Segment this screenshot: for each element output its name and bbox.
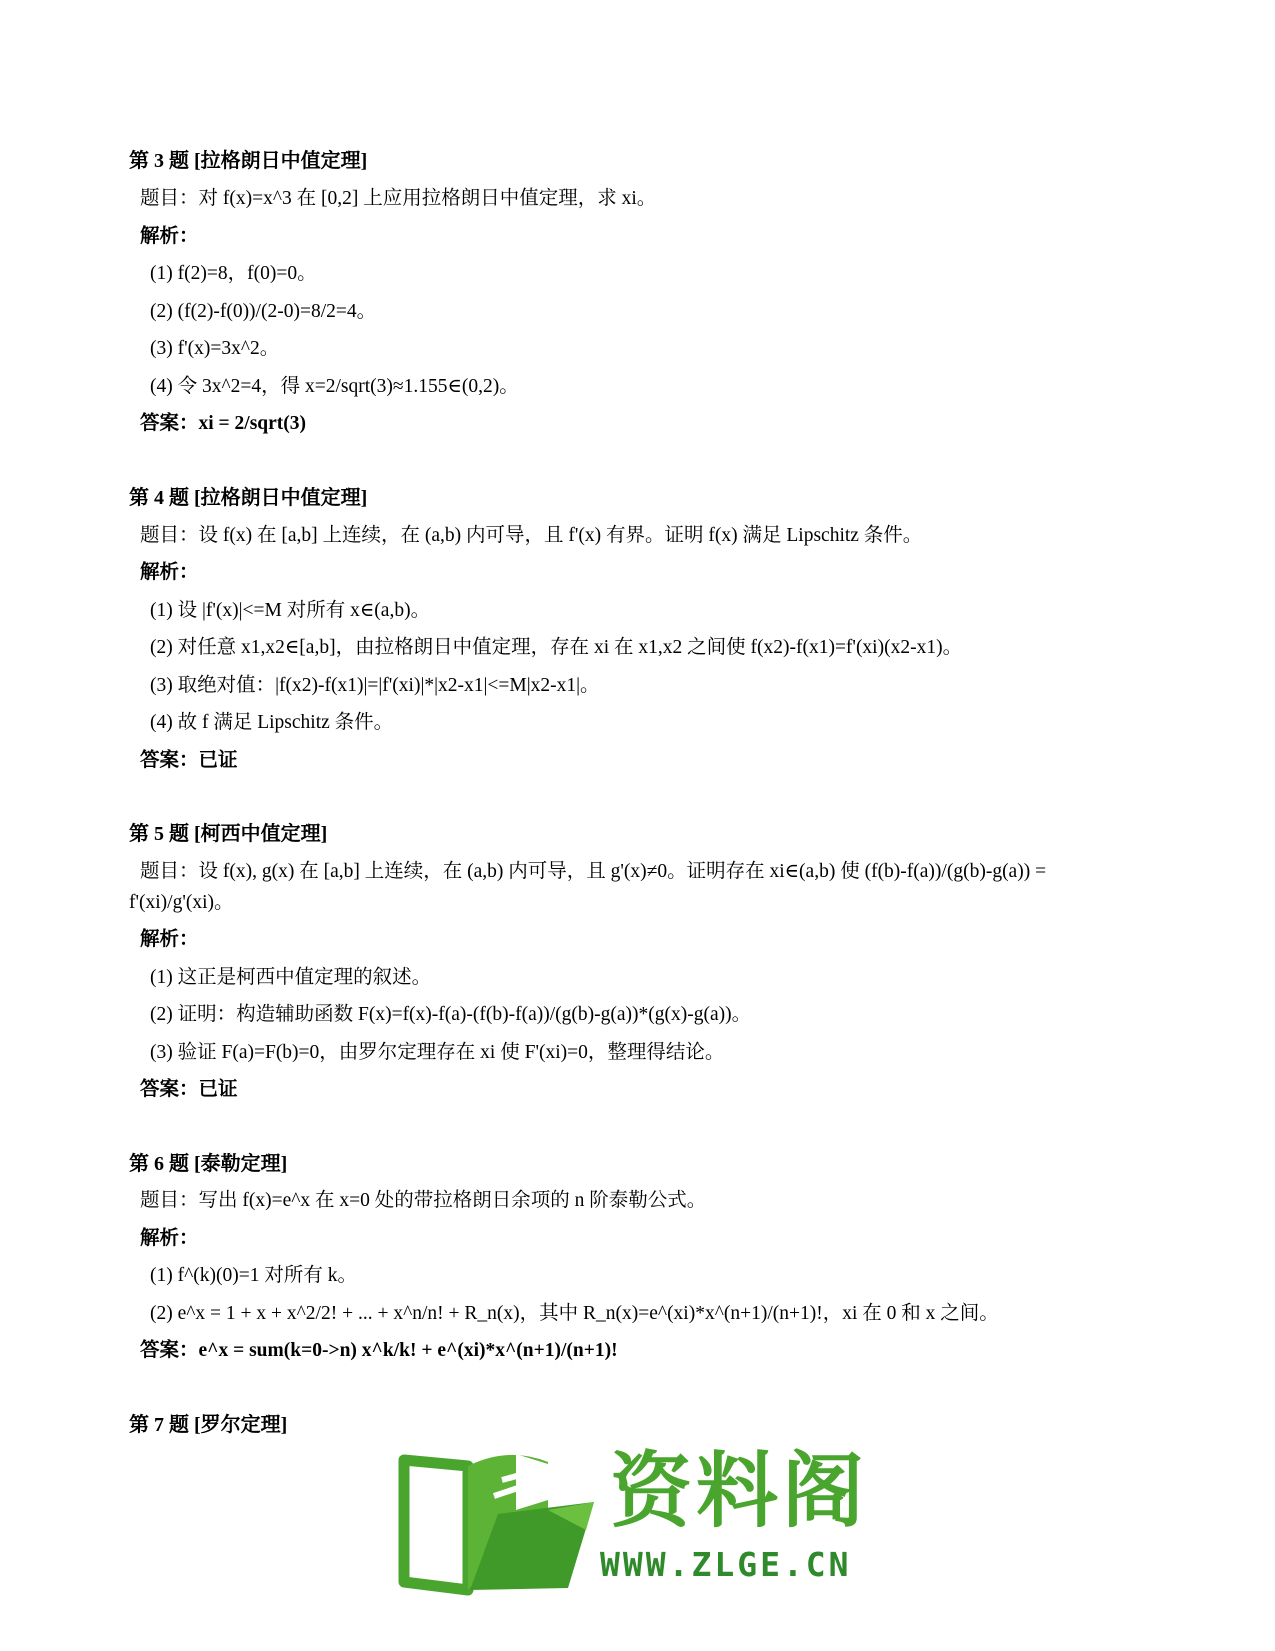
analysis-step: (2) 对任意 x1,x2∈[a,b]，由拉格朗日中值定理，存在 xi 在 x1,x2 之间使 f(x2)-f(x1)=f'(xi)(x2-x1)。 bbox=[150, 637, 963, 658]
analysis-step: (1) 这正是柯西中值定理的叙述。 bbox=[150, 967, 432, 988]
answer: 答案：xi = 2/sqrt(3) bbox=[140, 413, 307, 434]
analysis-step: (2) e^x = 1 + x + x^2/2! + ... + x^n/n! + R_n(x)，其中 R_n(x)=e^(xi)*x^(n+1)/(n+1)!，xi 在 0 和 x 之间。 bbox=[150, 1303, 999, 1324]
watermark-logo bbox=[398, 1440, 878, 1600]
analysis-label: 解析： bbox=[140, 1228, 199, 1249]
analysis-step: (3) 取绝对值：|f(x2)-f(x1)|=|f'(xi)|*|x2-x1|<=M|x2-x1|。 bbox=[150, 675, 600, 696]
analysis-step: (4) 故 f 满足 Lipschitz 条件。 bbox=[150, 712, 394, 733]
problem-title: 第 6 题 [泰勒定理] bbox=[129, 1153, 288, 1175]
analysis-label: 解析： bbox=[140, 226, 199, 247]
watermark-url: WWW.ZLGE.CN bbox=[600, 1545, 852, 1584]
problem-question: 题目：写出 f(x)=e^x 在 x=0 处的带拉格朗日余项的 n 阶泰勒公式。 bbox=[140, 1190, 707, 1211]
problem-title: 第 7 题 [罗尔定理] bbox=[129, 1414, 288, 1436]
watermark-title: 资料阁 bbox=[610, 1444, 869, 1539]
analysis-step: (3) f'(x)=3x^2。 bbox=[150, 338, 280, 359]
analysis-step: (2) (f(2)-f(0))/(2-0)=8/2=4。 bbox=[150, 301, 377, 322]
problem-question-continued: f'(xi)/g'(xi)。 bbox=[129, 892, 234, 913]
problem-title: 第 5 题 [柯西中值定理] bbox=[129, 823, 328, 845]
analysis-label: 解析： bbox=[140, 929, 199, 950]
analysis-step: (1) f(2)=8，f(0)=0。 bbox=[150, 263, 317, 284]
analysis-step: (4) 令 3x^2=4，得 x=2/sqrt(3)≈1.155∈(0,2)。 bbox=[150, 376, 519, 397]
analysis-step: (1) f^(k)(0)=1 对所有 k。 bbox=[150, 1265, 357, 1286]
analysis-step: (1) 设 |f'(x)|<=M 对所有 x∈(a,b)。 bbox=[150, 600, 431, 621]
problem-title: 第 4 题 [拉格朗日中值定理] bbox=[129, 487, 368, 509]
problem-title: 第 3 题 [拉格朗日中值定理] bbox=[129, 150, 368, 172]
open-book-icon bbox=[398, 1440, 598, 1600]
problem-question: 题目：设 f(x), g(x) 在 [a,b] 上连续，在 (a,b) 内可导，且 g'(x)≠0。证明存在 xi∈(a,b) 使 (f(b)-f(a))/(g(b)-g(a)) = bbox=[140, 861, 1047, 882]
answer: 答案：e^x = sum(k=0->n) x^k/k! + e^(xi)*x^(n+1)/(n+1)! bbox=[140, 1340, 618, 1361]
analysis-step: (3) 验证 F(a)=F(b)=0，由罗尔定理存在 xi 使 F'(xi)=0，整理得结论。 bbox=[150, 1042, 725, 1063]
answer: 答案：已证 bbox=[140, 1079, 238, 1100]
analysis-label: 解析： bbox=[140, 562, 199, 583]
analysis-step: (2) 证明：构造辅助函数 F(x)=f(x)-f(a)-(f(b)-f(a))/(g(b)-g(a))*(g(x)-g(a))。 bbox=[150, 1004, 752, 1025]
problem-question: 题目：设 f(x) 在 [a,b] 上连续，在 (a,b) 内可导，且 f'(x) 有界。证明 f(x) 满足 Lipschitz 条件。 bbox=[140, 525, 923, 546]
problem-question: 题目：对 f(x)=x^3 在 [0,2] 上应用拉格朗日中值定理，求 xi。 bbox=[140, 188, 657, 209]
answer: 答案：已证 bbox=[140, 750, 238, 771]
